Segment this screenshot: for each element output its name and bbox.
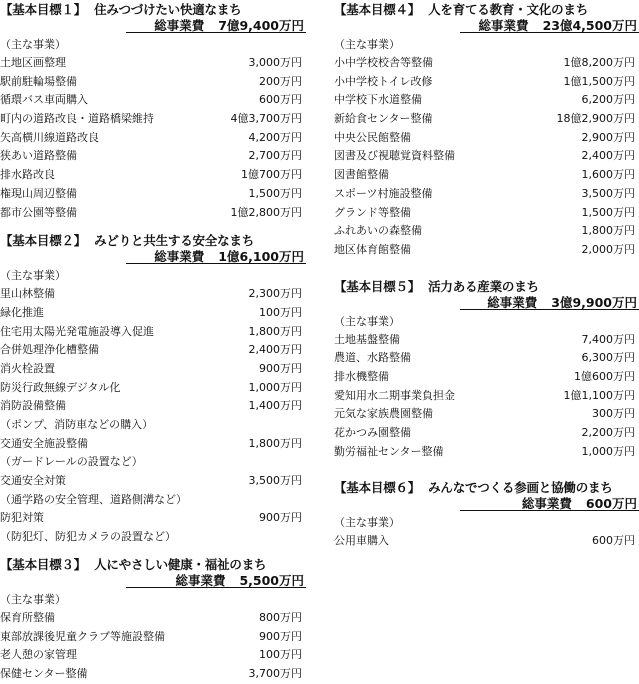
project-amount: 800万円 xyxy=(259,609,306,628)
left-column xyxy=(0,0,306,684)
project-name: 土地区画整理 xyxy=(0,54,66,73)
project-name: 保健センター整備 xyxy=(0,665,88,684)
project-amount: 6,300万円 xyxy=(582,349,639,368)
project-row xyxy=(334,147,639,166)
project-amount: 1億700万円 xyxy=(241,166,306,185)
main-projects-label: （主な事業） xyxy=(0,267,306,285)
project-amount: 900万円 xyxy=(259,628,306,647)
project-row xyxy=(334,349,639,368)
project-name: 中央公民館整備 xyxy=(334,129,411,148)
project-row xyxy=(0,323,306,342)
project-name: 小中学校校舎等整備 xyxy=(334,54,433,73)
goal-section-1 xyxy=(0,1,306,222)
goal-title xyxy=(0,232,306,249)
project-note: （ポンプ、消防車などの購入） xyxy=(0,416,306,435)
main-projects-label: （主な事業） xyxy=(334,36,639,54)
project-amount: 1,400万円 xyxy=(249,397,307,416)
project-name: グランド等整備 xyxy=(334,204,411,223)
project-amount: 1,000万円 xyxy=(582,443,639,462)
total-label: 総事業費 xyxy=(522,496,572,511)
project-amount: 2,200万円 xyxy=(582,424,639,443)
project-name: 土地基盤整備 xyxy=(334,331,400,350)
goal-name: みどりと共生する安全なまち xyxy=(94,233,254,248)
goal-number: 【基本目標３】 xyxy=(0,557,86,572)
project-name: 矢高横川線道路改良 xyxy=(0,129,99,148)
project-row xyxy=(0,665,306,684)
project-amount: 1億2,800万円 xyxy=(231,204,307,223)
project-row xyxy=(0,397,306,416)
project-amount: 2,000万円 xyxy=(582,241,639,260)
project-name: 図書館整備 xyxy=(334,166,389,185)
project-row xyxy=(334,405,639,424)
project-amount: 600万円 xyxy=(259,91,306,110)
project-amount: 3,000万円 xyxy=(249,54,307,73)
total-cost xyxy=(126,18,306,33)
project-name: 循環バス車両購入 xyxy=(0,91,88,110)
total-cost xyxy=(460,496,639,511)
project-amount: 1,000万円 xyxy=(249,379,307,398)
total-cost xyxy=(126,573,306,588)
project-amount: 2,900万円 xyxy=(582,129,639,148)
project-row xyxy=(0,285,306,304)
total-value: 7億9,400万円 xyxy=(218,18,304,33)
project-amount: 7,400万円 xyxy=(582,331,639,350)
goal-number: 【基本目標４】 xyxy=(334,2,420,17)
project-row xyxy=(0,360,306,379)
project-name: 防災行政無線デジタル化 xyxy=(0,379,120,398)
total-label: 総事業費 xyxy=(154,18,204,33)
project-name: 図書及び視聴覚資料整備 xyxy=(334,147,455,166)
project-amount: 3,500万円 xyxy=(249,472,307,491)
project-row xyxy=(0,472,306,491)
project-amount: 1億1,500万円 xyxy=(564,73,639,92)
goal-number: 【基本目標６】 xyxy=(334,480,420,495)
project-row xyxy=(334,129,639,148)
goal-section-4 xyxy=(334,1,639,260)
project-row xyxy=(334,387,639,406)
project-row xyxy=(0,304,306,323)
project-row xyxy=(0,341,306,360)
goal-section-5 xyxy=(334,278,639,462)
project-note: （通学路の安全管理、道路側溝など） xyxy=(0,491,306,510)
project-amount: 1,500万円 xyxy=(582,204,639,223)
project-name: 愛知用水二期事業負担金 xyxy=(334,387,455,406)
project-row xyxy=(334,91,639,110)
project-row xyxy=(334,368,639,387)
project-row xyxy=(0,147,306,166)
project-amount: 1,800万円 xyxy=(249,323,307,342)
goal-name: 活力ある産業のまち xyxy=(428,279,539,294)
total-value: 3億9,900万円 xyxy=(551,295,637,310)
project-row xyxy=(334,73,639,92)
project-amount: 1,600万円 xyxy=(582,166,639,185)
project-row xyxy=(0,54,306,73)
total-label: 総事業費 xyxy=(479,18,529,33)
project-row xyxy=(334,110,639,129)
project-amount: 100万円 xyxy=(259,304,306,323)
project-row xyxy=(334,443,639,462)
goal-title xyxy=(0,1,306,18)
project-name: 老人憩の家管理 xyxy=(0,646,77,665)
total-cost xyxy=(460,18,639,33)
project-amount: 18億2,900万円 xyxy=(557,110,639,129)
total-value: 5,500万円 xyxy=(239,573,304,588)
goal-name: 人を育てる教育・文化のまち xyxy=(428,2,588,17)
goal-number: 【基本目標２】 xyxy=(0,233,86,248)
goal-section-2 xyxy=(0,232,306,547)
project-name: スポーツ村施設整備 xyxy=(334,185,433,204)
goal-title xyxy=(334,278,639,295)
total-value: 23億4,500万円 xyxy=(543,18,637,33)
project-name: 合併処理浄化槽整備 xyxy=(0,341,99,360)
project-row xyxy=(0,609,306,628)
project-amount: 100万円 xyxy=(259,646,306,665)
project-name: ふれあいの森整備 xyxy=(334,222,422,241)
project-name: 新給食センター整備 xyxy=(334,110,433,129)
project-row xyxy=(334,424,639,443)
project-name: 勤労福祉センター整備 xyxy=(334,443,444,462)
project-row xyxy=(0,204,306,223)
project-name: 住宅用太陽光発電施設導入促進 xyxy=(0,323,154,342)
goal-number: 【基本目標１】 xyxy=(0,2,86,17)
project-row xyxy=(0,435,306,454)
total-cost xyxy=(460,295,639,310)
project-amount: 1億1,100万円 xyxy=(564,387,639,406)
project-row xyxy=(334,222,639,241)
project-row xyxy=(0,129,306,148)
project-row xyxy=(0,509,306,528)
project-name: 公用車購入 xyxy=(334,532,389,551)
project-name: 緑化推進 xyxy=(0,304,44,323)
project-row xyxy=(0,110,306,129)
project-amount: 1,500万円 xyxy=(249,185,307,204)
project-name: 排水機整備 xyxy=(334,368,389,387)
project-row xyxy=(334,331,639,350)
project-name: 消防設備整備 xyxy=(0,397,66,416)
project-name: 農道、水路整備 xyxy=(334,349,411,368)
goal-title xyxy=(334,1,639,18)
project-name: 交通安全施設整備 xyxy=(0,435,88,454)
total-value: 600万円 xyxy=(586,496,637,511)
project-name: 駅前駐輪場整備 xyxy=(0,73,77,92)
project-row xyxy=(0,646,306,665)
project-name: 中学校下水道整備 xyxy=(334,91,422,110)
project-amount: 900万円 xyxy=(259,509,306,528)
total-label: 総事業費 xyxy=(154,249,204,264)
project-amount: 200万円 xyxy=(259,73,306,92)
total-cost xyxy=(126,249,306,264)
project-name: 消火栓設置 xyxy=(0,360,55,379)
main-projects-label: （主な事業） xyxy=(0,591,306,609)
main-projects-label: （主な事業） xyxy=(334,514,639,532)
project-amount: 600万円 xyxy=(592,532,639,551)
right-column xyxy=(334,0,639,551)
project-row xyxy=(0,628,306,647)
project-row xyxy=(334,204,639,223)
goal-number: 【基本目標５】 xyxy=(334,279,420,294)
project-amount: 4億3,700万円 xyxy=(231,110,307,129)
project-row xyxy=(334,241,639,260)
project-amount: 2,400万円 xyxy=(582,147,639,166)
project-amount: 3,700万円 xyxy=(249,665,307,684)
project-amount: 4,200万円 xyxy=(249,129,307,148)
goal-name: 住みつづけたい快適なまち xyxy=(94,2,241,17)
project-note: （ガードレールの設置など） xyxy=(0,453,306,472)
project-name: 花かつみ園整備 xyxy=(334,424,411,443)
project-name: 防犯対策 xyxy=(0,509,44,528)
project-row xyxy=(0,91,306,110)
project-name: 交通安全対策 xyxy=(0,472,66,491)
project-name: 里山林整備 xyxy=(0,285,55,304)
goal-title xyxy=(334,479,639,496)
project-name: 町内の道路改良・道路橋梁維持 xyxy=(0,110,154,129)
project-row xyxy=(0,379,306,398)
project-name: 排水路改良 xyxy=(0,166,55,185)
project-name: 狭あい道路整備 xyxy=(0,147,77,166)
project-row xyxy=(0,166,306,185)
project-name: 小中学校トイレ改修 xyxy=(334,73,432,92)
project-name: 保育所整備 xyxy=(0,609,55,628)
project-amount: 1億600万円 xyxy=(574,368,639,387)
project-amount: 1,800万円 xyxy=(249,435,307,454)
project-amount: 900万円 xyxy=(259,360,306,379)
project-name: 地区体育館整備 xyxy=(334,241,411,260)
project-amount: 2,400万円 xyxy=(249,341,307,360)
total-label: 総事業費 xyxy=(175,573,225,588)
main-projects-label: （主な事業） xyxy=(334,313,639,331)
total-value: 1億6,100万円 xyxy=(218,249,304,264)
project-row xyxy=(334,185,639,204)
project-amount: 2,700万円 xyxy=(249,147,307,166)
project-note: （防犯灯、防犯カメラの設置など） xyxy=(0,528,306,547)
project-amount: 2,300万円 xyxy=(249,285,307,304)
project-row xyxy=(334,532,639,551)
project-name: 元気な家族農園整備 xyxy=(334,405,433,424)
goal-section-3 xyxy=(0,556,306,684)
project-amount: 1億8,200万円 xyxy=(564,54,639,73)
project-amount: 3,500万円 xyxy=(582,185,639,204)
goal-title xyxy=(0,556,306,573)
total-label: 総事業費 xyxy=(487,295,537,310)
project-row xyxy=(334,54,639,73)
project-name: 東部放課後児童クラブ等施設整備 xyxy=(0,628,165,647)
goal-name: 人にやさしい健康・福祉のまち xyxy=(94,557,266,572)
project-name: 権現山周辺整備 xyxy=(0,185,77,204)
project-amount: 1,800万円 xyxy=(582,222,639,241)
project-row xyxy=(0,185,306,204)
project-amount: 6,200万円 xyxy=(582,91,639,110)
project-amount: 300万円 xyxy=(592,405,639,424)
goal-name: みんなでつくる参画と協働のまち xyxy=(428,480,613,495)
project-row xyxy=(0,73,306,92)
main-projects-label: （主な事業） xyxy=(0,36,306,54)
project-name: 都市公園等整備 xyxy=(0,204,77,223)
goal-section-6 xyxy=(334,479,639,551)
project-row xyxy=(334,166,639,185)
